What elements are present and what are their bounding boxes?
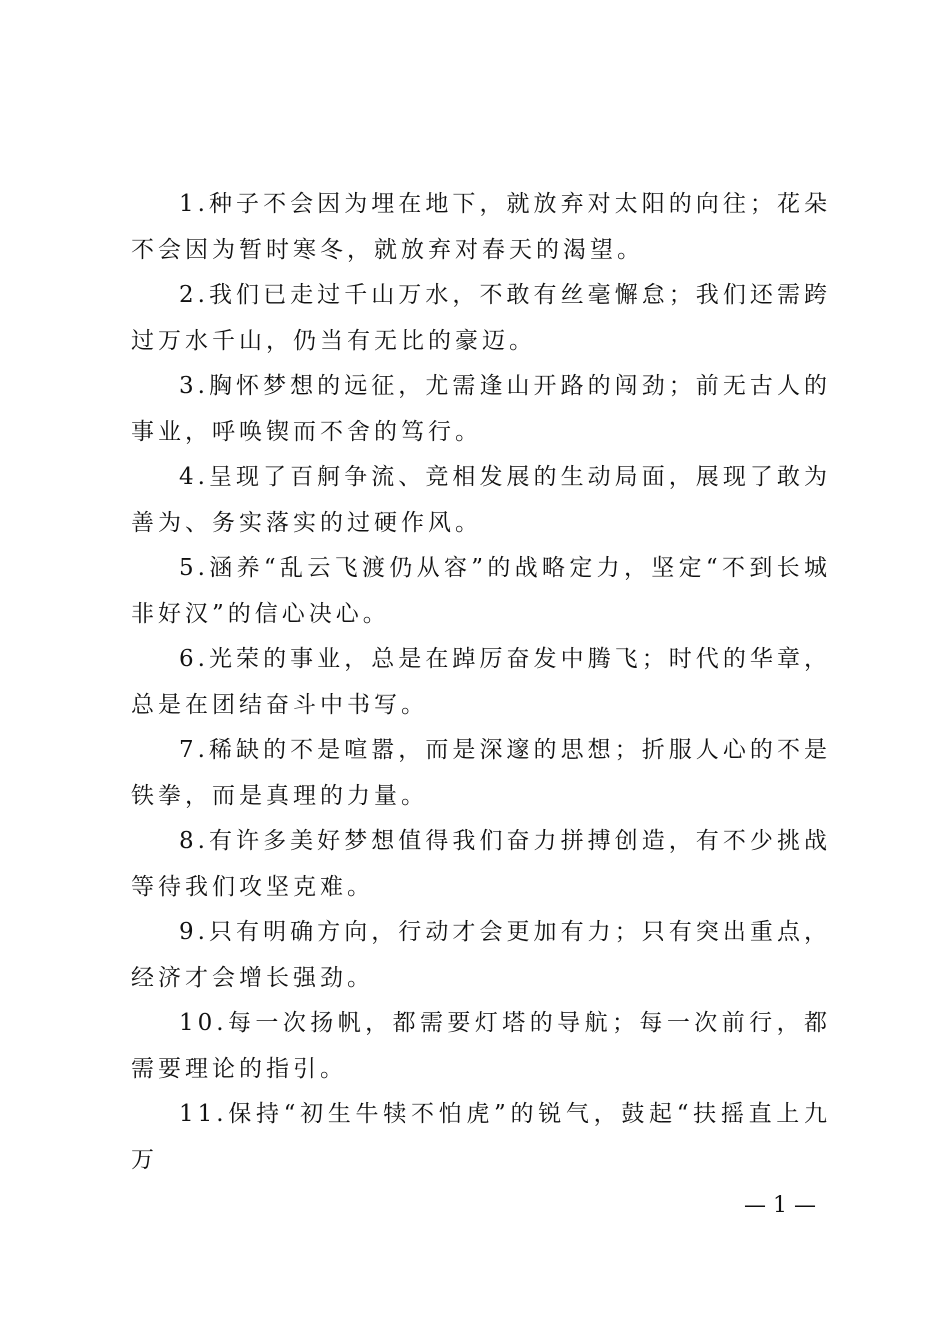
paragraph-9: 9.只有明确方向，行动才会更加有力；只有突出重点，经济才会增长强劲。 <box>131 919 831 991</box>
paragraph-5: 5.涵养“乱云飞渡仍从容”的战略定力，坚定“不到长城非好汉”的信心决心。 <box>131 555 831 627</box>
paragraph-1: 1.种子不会因为埋在地下，就放弃对太阳的向往；花朵不会因为暂时寒冬，就放弃对春天的渴望。 <box>131 191 831 263</box>
document-body <box>131 182 831 1183</box>
paragraph-11: 11.保持“初生牛犊不怕虎”的锐气，鼓起“扶摇直上九万 <box>131 1101 831 1173</box>
paragraph-2: 2.我们已走过千山万水，不敢有丝毫懈怠；我们还需跨过万水千山，仍当有无比的豪迈。 <box>131 282 831 354</box>
paragraph-7: 7.稀缺的不是喧嚣，而是深邃的思想；折服人心的不是铁拳，而是真理的力量。 <box>131 737 831 809</box>
paragraph-10: 10.每一次扬帆，都需要灯塔的导航；每一次前行，都需要理论的指引。 <box>131 1010 831 1082</box>
page-number: — 1 — <box>744 1193 816 1218</box>
paragraph-8: 8.有许多美好梦想值得我们奋力拼搏创造，有不少挑战等待我们攻坚克难。 <box>131 828 831 900</box>
paragraph-6: 6.光荣的事业，总是在踔厉奋发中腾飞；时代的华章，总是在团结奋斗中书写。 <box>131 646 831 718</box>
paragraph-4: 4.呈现了百舸争流、竞相发展的生动局面，展现了敢为善为、务实落实的过硬作风。 <box>131 464 831 536</box>
paragraph-3: 3.胸怀梦想的远征，尤需逢山开路的闯劲；前无古人的事业，呼唤锲而不舍的笃行。 <box>131 373 831 445</box>
